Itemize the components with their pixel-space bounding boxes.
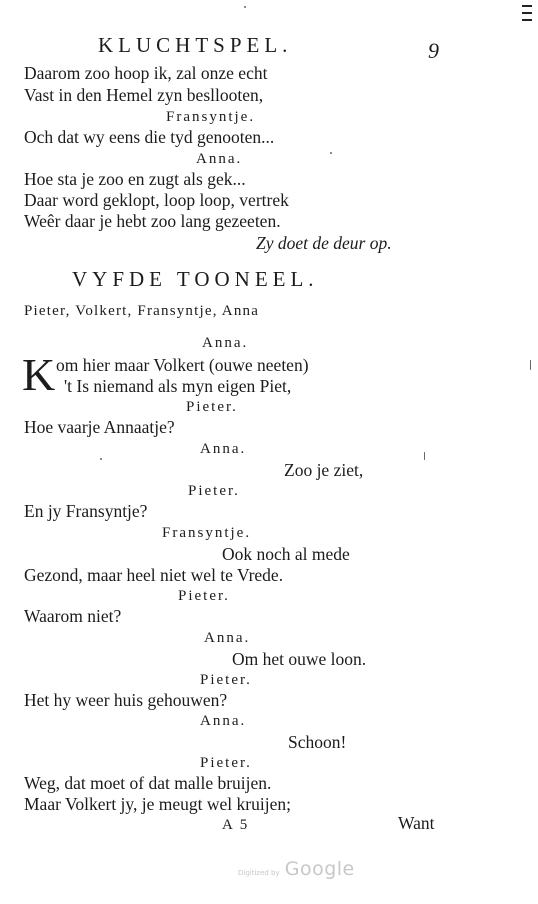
google-logo: Google: [284, 858, 355, 880]
verse-line: Om het ouwe loon.: [232, 649, 367, 669]
character-list: Pieter, Volkert, Fransyntje, Anna: [24, 303, 260, 319]
catchword: Want: [398, 813, 435, 833]
speaker-name: Fransyntje.: [166, 109, 256, 125]
speaker-name: Anna.: [196, 151, 243, 167]
verse-line: Ook noch al mede: [222, 544, 350, 564]
speaker-name: Anna.: [200, 713, 247, 729]
verse-line: Weêr daar je hebt zoo lang gezeeten.: [24, 211, 281, 231]
print-speck: [100, 458, 102, 460]
verse-line: Vast in den Hemel zyn besllooten,: [24, 85, 264, 105]
verse-line: Hoe vaarje Annaatje?: [24, 417, 175, 437]
running-title: KLUCHTSPEL.: [98, 33, 293, 57]
speaker-name: Pieter.: [186, 399, 238, 415]
print-speck: [330, 152, 332, 154]
verse-line: Waarom niet?: [24, 606, 122, 626]
page-edge-marks: [522, 0, 532, 40]
verse-line: Maar Volkert jy, je meugt wel kruijen;: [24, 794, 291, 814]
speaker-name: Pieter.: [178, 588, 230, 604]
speaker-name: Pieter.: [200, 755, 252, 771]
speaker-name: Pieter.: [200, 672, 252, 688]
speaker-name: Anna.: [202, 335, 249, 351]
verse-line: Daar word geklopt, loop loop, vertrek: [24, 190, 289, 210]
verse-line: En jy Fransyntje?: [24, 501, 148, 521]
speaker-name: Pieter.: [188, 483, 240, 499]
verse-line: Zoo je ziet,: [284, 460, 364, 480]
scene-heading: VYFDE TOONEEL.: [72, 267, 319, 291]
verse-line: 't Is niemand als myn eigen Piet,: [64, 376, 292, 396]
verse-line: Daarom zoo hoop ik, zal onze echt: [24, 63, 268, 83]
verse-line: Hoe sta je zoo en zugt als gek...: [24, 169, 246, 189]
speaker-name: Anna.: [204, 630, 251, 646]
verse-line: om hier maar Volkert (ouwe neeten): [56, 355, 309, 375]
verse-line: Och dat wy eens die tyd genooten...: [24, 127, 275, 147]
stage-direction: Zy doet de deur op.: [256, 233, 392, 253]
speaker-name: Anna.: [200, 441, 247, 457]
verse-line: Schoon!: [288, 732, 347, 752]
digitized-by-text: Digitized by: [238, 869, 280, 877]
print-speck: [530, 360, 531, 370]
page-number: 9: [428, 38, 439, 63]
print-speck: [244, 6, 246, 8]
verse-line: Weg, dat moet of dat malle bruijen.: [24, 773, 272, 793]
verse-line: Het hy weer huis gehouwen?: [24, 690, 228, 710]
drop-capital: K: [22, 349, 56, 400]
digitization-watermark: [238, 858, 355, 880]
signature-mark: A 5: [222, 817, 250, 833]
speaker-name: Fransyntje.: [162, 525, 252, 541]
print-speck: [424, 452, 425, 460]
verse-line: Gezond, maar heel niet wel te Vrede.: [24, 565, 284, 585]
